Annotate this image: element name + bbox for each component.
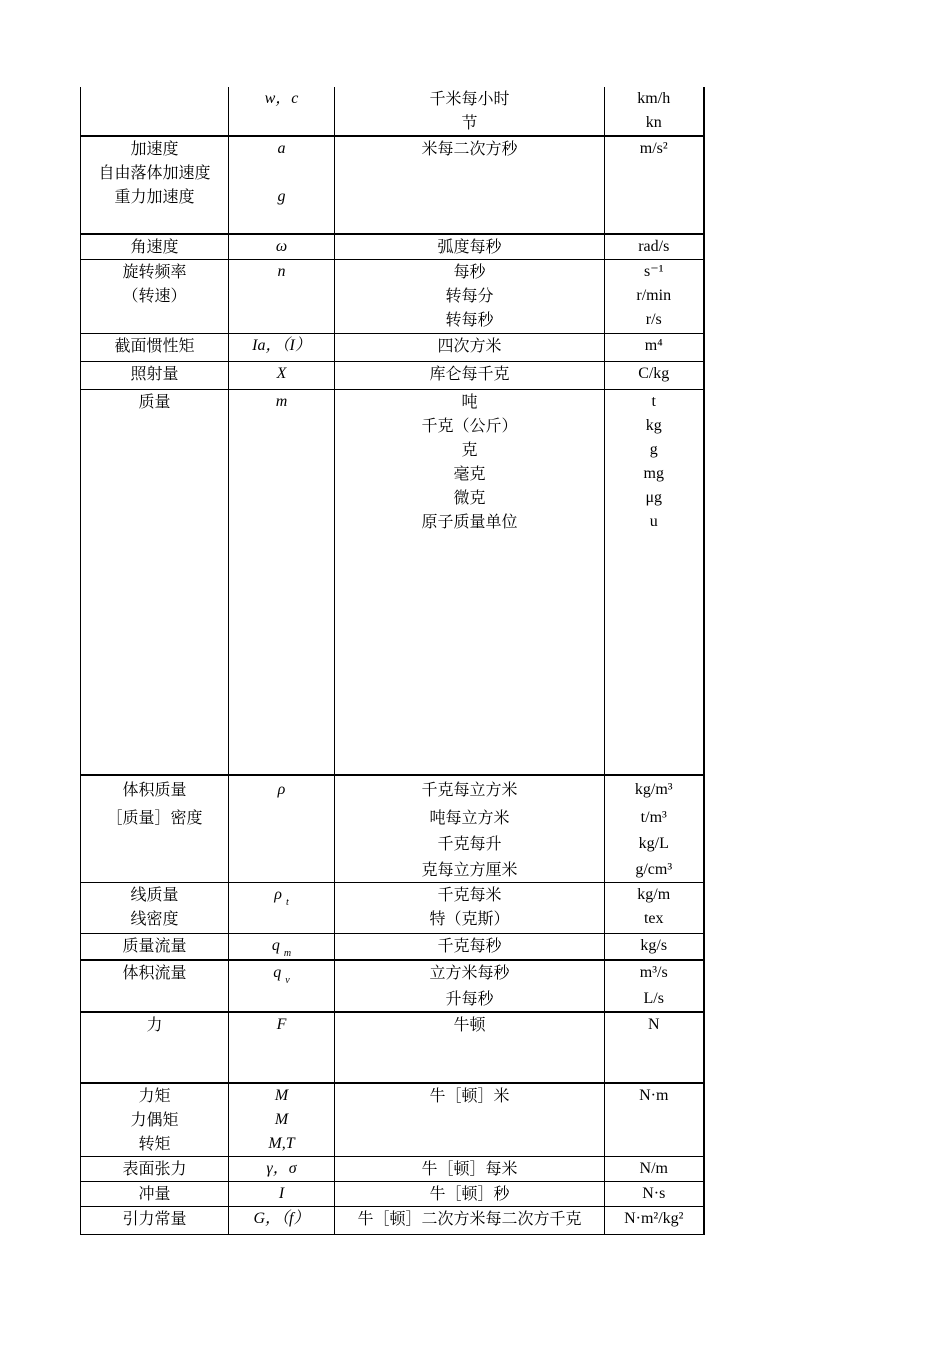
- quantity-name: 冲量: [138, 1183, 171, 1203]
- table-row: [81, 334, 704, 362]
- symbol-cell: [229, 1012, 335, 1083]
- unit-name-cell: [335, 960, 605, 1012]
- quantity-name: 力矩: [138, 1085, 171, 1105]
- table-row: [81, 1012, 704, 1083]
- quantity-name-cell: [81, 775, 229, 883]
- unit-name: 克: [461, 440, 478, 459]
- unit-symbol: N/m: [639, 1159, 668, 1177]
- table-row: [81, 1156, 704, 1181]
- unit-symbol-cell: [605, 136, 704, 234]
- unit-symbol: m³/s: [639, 963, 668, 981]
- unit-symbol: N·m²/kg²: [624, 1209, 684, 1227]
- unit-name-cell: [335, 883, 605, 934]
- unit-symbol-cell: [605, 362, 704, 390]
- unit-symbol-cell: [605, 234, 704, 260]
- unit-symbol-cell: [605, 775, 704, 883]
- quantity-name: 加速度: [130, 139, 179, 158]
- unit-name: 牛顿: [453, 1014, 486, 1034]
- unit-symbol: N: [647, 1015, 660, 1033]
- symbol-cell: [229, 362, 335, 390]
- quantity-name: 体积质量: [122, 779, 187, 799]
- unit-name: 微克: [453, 488, 486, 507]
- unit-symbol: t: [651, 393, 656, 410]
- unit-name-cell: [335, 334, 605, 362]
- symbol-main: q: [273, 963, 282, 981]
- unit-symbol-cell: [605, 260, 704, 334]
- unit-name: 节: [461, 113, 478, 132]
- symbol-cell: [229, 260, 335, 334]
- quantity-name: 角速度: [130, 237, 179, 256]
- unit-name-cell: [335, 260, 605, 334]
- unit-name: 牛［顿］每米: [421, 1158, 518, 1178]
- quantity-name: 表面张力: [122, 1158, 187, 1178]
- unit-name: 千克每秒: [437, 936, 502, 955]
- units-table: [80, 87, 705, 1235]
- symbol: Ia，（I）: [252, 337, 311, 354]
- quantity-name-cell: [81, 960, 229, 1012]
- unit-name: 千克每米: [437, 885, 502, 904]
- unit-name-cell: [335, 1012, 605, 1083]
- table-row: [81, 234, 704, 260]
- symbol-main: q: [271, 937, 280, 954]
- quantity-name: 截面惯性矩: [114, 336, 195, 355]
- unit-symbol: t/m³: [640, 808, 667, 826]
- unit-name: 克每立方厘米: [421, 859, 518, 879]
- quantity-name: 质量: [138, 392, 171, 411]
- unit-name-cell: [335, 362, 605, 390]
- symbol-cell: [229, 934, 335, 960]
- unit-symbol: tex: [643, 910, 664, 927]
- unit-symbol: rad/s: [638, 238, 670, 255]
- unit-symbol-cell: [605, 934, 704, 960]
- table-row: [81, 934, 704, 960]
- unit-symbol: r/min: [636, 287, 672, 304]
- table-row: [81, 775, 704, 883]
- symbol: [229, 883, 334, 907]
- unit-name: 千克每立方米: [421, 779, 518, 799]
- symbol: M,T: [268, 1134, 295, 1152]
- unit-symbol: kg/m³: [634, 780, 673, 798]
- unit-name: 米每二次方秒: [421, 139, 518, 158]
- table-row: [81, 1083, 704, 1157]
- unit-name-cell: [335, 87, 605, 136]
- unit-name: 千米每小时: [429, 89, 510, 108]
- quantity-name: 旋转频率: [122, 262, 187, 281]
- unit-name: 特（克斯）: [429, 909, 510, 928]
- quantity-name-cell: [81, 883, 229, 934]
- unit-name: 原子质量单位: [421, 512, 518, 531]
- symbol: G，（f）: [253, 1209, 310, 1227]
- quantity-name: 力: [146, 1014, 163, 1034]
- unit-symbol-cell: [605, 1181, 704, 1206]
- symbol-cell: [229, 136, 335, 234]
- unit-name: 每秒: [453, 262, 486, 281]
- unit-name: 弧度每秒: [437, 237, 502, 256]
- unit-name-cell: [335, 1181, 605, 1206]
- table-row: [81, 362, 704, 390]
- unit-symbol: kg/L: [638, 834, 669, 852]
- quantity-name: 线质量: [130, 885, 179, 904]
- unit-name-cell: [335, 775, 605, 883]
- unit-symbol: m⁴: [644, 337, 663, 354]
- unit-symbol: kg: [645, 417, 662, 434]
- symbol-cell: [229, 1156, 335, 1181]
- unit-name: 牛［顿］秒: [429, 1183, 510, 1203]
- symbol-cell: [229, 234, 335, 260]
- unit-symbol: C/kg: [638, 365, 670, 382]
- symbol: [229, 961, 334, 985]
- quantity-name-cell: [81, 234, 229, 260]
- quantity-name-cell: [81, 87, 229, 136]
- symbol: ρ: [277, 780, 286, 798]
- quantity-name: 自由落体加速度: [98, 163, 211, 182]
- table-row: [81, 260, 704, 334]
- table-row: [81, 1206, 704, 1234]
- unit-symbol: km/h: [637, 90, 671, 107]
- quantity-name: 转矩: [138, 1133, 171, 1153]
- unit-name-cell: [335, 934, 605, 960]
- unit-name: 毫克: [453, 464, 486, 483]
- symbol-cell: [229, 1181, 335, 1206]
- quantity-name-cell: [81, 1012, 229, 1083]
- quantity-name-cell: [81, 934, 229, 960]
- table-row: [81, 960, 704, 1012]
- symbol: m: [275, 393, 288, 410]
- unit-name: 转每分: [445, 286, 494, 305]
- symbol-main: ρ: [274, 886, 282, 903]
- symbol-subscript: v: [285, 974, 290, 986]
- unit-symbol-cell: [605, 334, 704, 362]
- unit-symbol: L/s: [643, 989, 664, 1007]
- table-row: [81, 883, 704, 934]
- symbol: X: [276, 365, 287, 382]
- quantity-name: 线密度: [130, 909, 179, 928]
- unit-name: 千克（公斤）: [421, 416, 518, 435]
- symbol-cell: [229, 1083, 335, 1157]
- table-row: [81, 87, 704, 136]
- symbol: I: [278, 1184, 285, 1202]
- quantity-name-cell: [81, 1206, 229, 1234]
- unit-symbol: r/s: [645, 311, 662, 328]
- unit-name: 牛［顿］米: [429, 1085, 510, 1105]
- unit-name: 升每秒: [445, 988, 494, 1008]
- symbol-cell: [229, 87, 335, 136]
- unit-name-cell: [335, 1083, 605, 1157]
- unit-symbol: g: [649, 441, 658, 458]
- symbol-cell: [229, 1206, 335, 1234]
- unit-symbol: kn: [645, 114, 662, 131]
- unit-symbol: μg: [645, 489, 663, 506]
- unit-name: 四次方米: [437, 336, 502, 355]
- quantity-name-cell: [81, 362, 229, 390]
- symbol: n: [277, 263, 286, 280]
- symbol: γ，σ: [266, 1159, 297, 1177]
- unit-symbol-cell: [605, 960, 704, 1012]
- symbol: F: [276, 1015, 287, 1033]
- unit-symbol-cell: [605, 1156, 704, 1181]
- quantity-name-cell: [81, 334, 229, 362]
- unit-symbol: N·s: [642, 1184, 666, 1202]
- unit-symbol-cell: [605, 883, 704, 934]
- symbol-cell: [229, 334, 335, 362]
- unit-name: 吨每立方米: [429, 807, 510, 827]
- symbol: M: [274, 1086, 289, 1104]
- symbol: a: [277, 140, 286, 157]
- unit-name-cell: [335, 136, 605, 234]
- quantity-name: ［质量］密度: [106, 807, 203, 827]
- symbol: [229, 161, 334, 185]
- quantity-name: 体积流量: [122, 962, 187, 982]
- symbol: ω: [275, 238, 288, 255]
- unit-name-cell: [335, 390, 605, 775]
- table-row: [81, 136, 704, 234]
- symbol: g: [277, 188, 286, 205]
- quantity-name-cell: [81, 260, 229, 334]
- unit-symbol-cell: [605, 1012, 704, 1083]
- unit-symbol: g/cm³: [635, 860, 673, 878]
- unit-symbol-cell: [605, 1206, 704, 1234]
- quantity-name: 质量流量: [122, 936, 187, 955]
- quantity-name-cell: [81, 1156, 229, 1181]
- quantity-name: 力偶矩: [130, 1109, 179, 1129]
- table-row: [81, 1181, 704, 1206]
- quantity-name: （转速）: [122, 286, 187, 305]
- quantity-name: 引力常量: [122, 1208, 187, 1228]
- quantity-name-cell: [81, 136, 229, 234]
- symbol-subscript: t: [285, 897, 289, 908]
- symbol-cell: [229, 883, 335, 934]
- unit-symbol: u: [649, 513, 658, 530]
- unit-symbol: mg: [643, 465, 664, 482]
- unit-name: 吨: [461, 392, 478, 411]
- unit-symbol-cell: [605, 1083, 704, 1157]
- symbol: w，c: [264, 90, 299, 107]
- symbol: [229, 934, 334, 958]
- symbol-cell: [229, 390, 335, 775]
- unit-name-cell: [335, 1156, 605, 1181]
- symbol-subscript: m: [283, 948, 292, 959]
- table-row: [81, 390, 704, 775]
- unit-name: 牛［顿］二次方米每二次方千克: [357, 1208, 582, 1228]
- unit-symbol-cell: [605, 87, 704, 136]
- quantity-name: 重力加速度: [114, 187, 195, 206]
- quantity-name-cell: [81, 390, 229, 775]
- unit-name-cell: [335, 234, 605, 260]
- unit-name: 立方米每秒: [429, 962, 510, 982]
- symbol-cell: [229, 775, 335, 883]
- unit-name: 库仑每千克: [429, 364, 510, 383]
- unit-symbol-cell: [605, 390, 704, 775]
- unit-symbol: kg/s: [640, 937, 668, 954]
- unit-symbol: s⁻¹: [644, 263, 664, 280]
- unit-name-cell: [335, 1206, 605, 1234]
- quantity-name-cell: [81, 1083, 229, 1157]
- unit-symbol: N·m: [639, 1086, 669, 1104]
- quantity-name: 照射量: [130, 364, 179, 383]
- unit-name: 千克每升: [437, 833, 502, 853]
- unit-name: 转每秒: [445, 310, 494, 329]
- symbol: M: [274, 1110, 289, 1128]
- unit-symbol: m/s²: [639, 140, 668, 157]
- symbol-cell: [229, 960, 335, 1012]
- unit-symbol: kg/m: [637, 886, 671, 903]
- quantity-name-cell: [81, 1181, 229, 1206]
